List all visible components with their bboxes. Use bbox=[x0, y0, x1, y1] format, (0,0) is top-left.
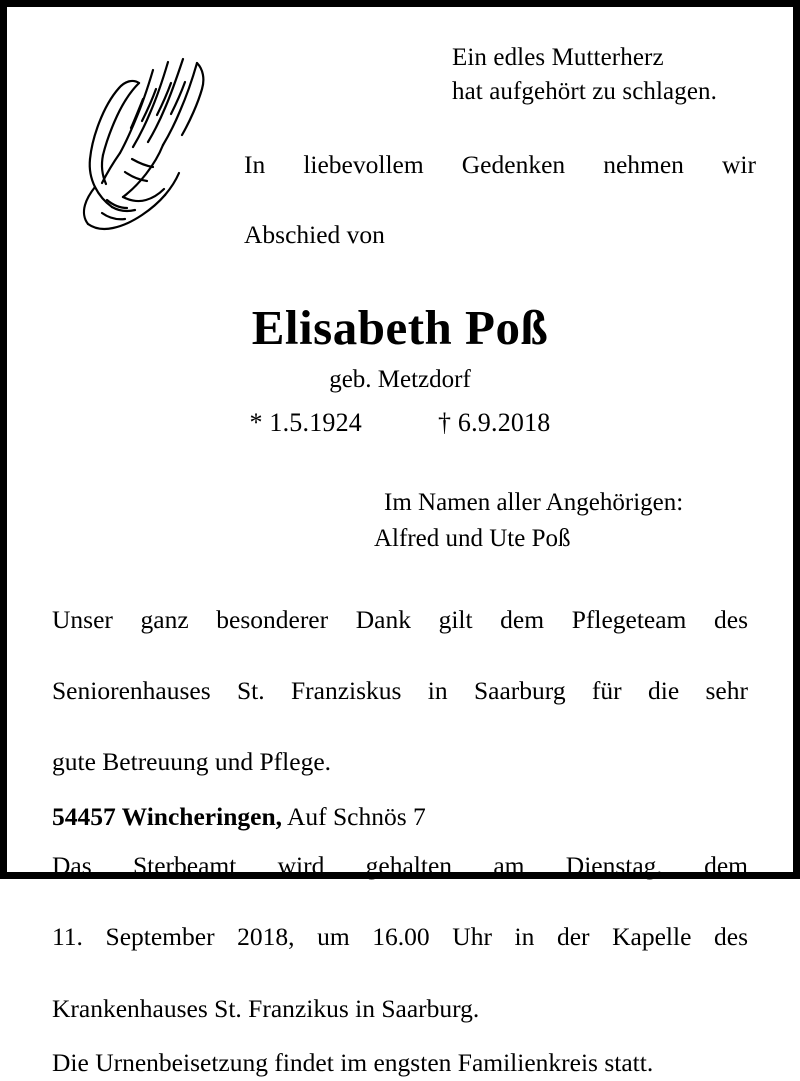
behalf-line-2: Alfred und Ute Poß bbox=[374, 525, 571, 553]
deceased-name: Elisabeth Poß bbox=[251, 299, 549, 355]
service-line-2: 11. September 2018, um 16.00 Uhr in der Kapelle des bbox=[52, 922, 748, 952]
epitaph bbox=[452, 41, 748, 109]
service-line-3: Krankenhauses St. Franzikus in Saarburg. bbox=[52, 993, 480, 1023]
epitaph-line-1: Ein edles Mutterherz bbox=[452, 44, 664, 71]
intro-line-2: Abschied von bbox=[244, 220, 385, 250]
praying-hands-icon bbox=[47, 37, 227, 237]
thanks-line-1: Unser ganz besonderer Dank gilt dem Pflegeteam des bbox=[52, 604, 748, 634]
address-postal-city: 54457 Wincheringen, bbox=[52, 802, 282, 831]
address-line bbox=[52, 802, 748, 832]
address-street: Auf Schnös 7 bbox=[282, 802, 426, 831]
service-block bbox=[52, 848, 748, 1026]
service-line-1: Das Sterbeamt wird gehalten am Dienstag, dem bbox=[52, 851, 748, 880]
thanks-line-3: gute Betreuung und Pflege. bbox=[52, 747, 332, 777]
deceased-dates bbox=[52, 408, 748, 438]
thanks-block bbox=[52, 602, 748, 780]
thanks-line-2: Seniorenhauses St. Franziskus in Saarburg für die sehr bbox=[52, 675, 748, 705]
urn-note: Die Urnenbeisetzung findet im engsten Familienkreis statt. bbox=[52, 1048, 654, 1078]
behalf-block bbox=[246, 485, 748, 558]
deceased-maiden-name: geb. Metzdorf bbox=[329, 365, 471, 393]
intro-text bbox=[244, 147, 756, 253]
death-date: † 6.9.2018 bbox=[438, 407, 551, 437]
obituary-inner bbox=[7, 7, 793, 1078]
birth-date: * 1.5.1924 bbox=[249, 407, 362, 437]
behalf-line-1: Im Namen aller Angehörigen: bbox=[384, 488, 684, 516]
epitaph-line-2: hat aufgehört zu schlagen. bbox=[452, 78, 717, 105]
intro-line-1: In liebevollem Gedenken nehmen wir bbox=[244, 150, 756, 179]
